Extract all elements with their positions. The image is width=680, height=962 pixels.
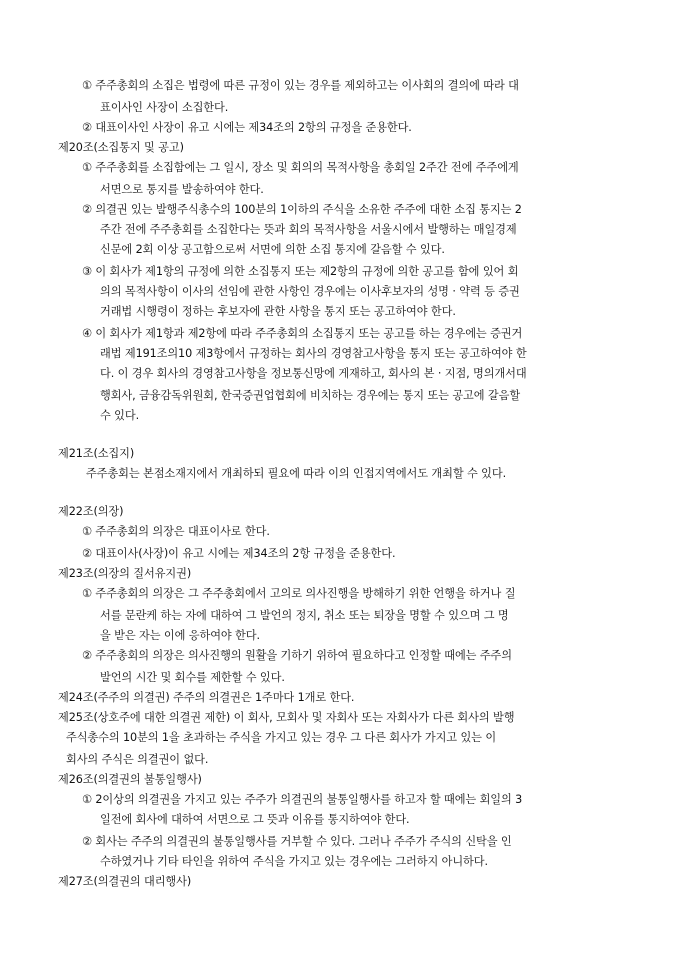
article-heading: 제26조(의결권의 불통일행사) [58,773,202,786]
text-line: ① 주주총회를 소집함에는 그 일시, 장소 및 회의의 목적사항을 총회일 2주간 전에 주주에게 [82,161,519,174]
text-line: ① 주주총회의 의장은 대표이사로 한다. [82,525,270,538]
text-line: 서면으로 통지를 발송하여야 한다. [100,183,264,196]
text-line: 다. 이 경우 회사의 경영참고사항을 정보통신망에 게재하고, 회사의 본 · 지점, 명의개서대 [100,367,527,380]
text-line: ① 주주총회의 소집은 법령에 따른 규정이 있는 경우를 제외하고는 이사회의 결의에 따라 대 [82,79,519,92]
article-heading: 제23조(의장의 질서유지권) [58,567,192,580]
text-line: 래법 제191조의10 제3항에서 규정하는 회사의 경영참고사항을 통지 또는 공고하여야 한 [100,347,527,360]
article-heading: 제25조(상호주에 대한 의결권 제한) 이 회사, 모회사 및 자회사 또는 자회사가 다른 회사의 발행 [58,711,515,724]
text-line: 을 받은 자는 이에 응하여야 한다. [100,629,260,642]
article-heading: 제24조(주주의 의결권) 주주의 의결권은 1주마다 1개로 한다. [58,691,355,704]
text-line: ② 의결권 있는 발행주식총수의 100분의 1이하의 주식을 소유한 주주에 대한 소집 통지는 2 [82,203,522,216]
text-line: 서를 문란케 하는 자에 대하여 그 발언의 정지, 취소 또는 퇴장을 명할 수 있으며 그 명 [100,609,509,622]
text-line: ② 대표이사인 사장이 유고 시에는 제34조의 2항의 규정을 준용한다. [82,121,412,134]
text-line: ④ 이 회사가 제1항과 제2항에 따라 주주총회의 소집통지 또는 공고를 하는 경우에는 증권거 [82,327,523,340]
text-line: ② 주주총회의 의장은 의사진행의 원활을 기하기 위하여 필요하다고 인정할 때에는 주주의 [82,649,512,662]
text-line: 주주총회는 본점소재지에서 개최하되 필요에 따라 이의 인접지역에서도 개최할 수 있다. [86,467,507,480]
text-line: 신문에 2회 이상 공고함으로써 서면에 의한 소집 통지에 갈음할 수 있다. [100,243,445,256]
text-line: ① 2이상의 의결권을 가지고 있는 주주가 의결권의 불통일행사를 하고자 할 때에는 회일의 3 [82,793,523,806]
text-line: 주간 전에 주주총회를 소집한다는 뜻과 회의 목적사항을 서울시에서 발행하는 매일경제 [100,223,517,236]
text-line: 표이사인 사장이 소집한다. [100,101,229,114]
text-line: ① 주주총회의 의장은 그 주주총회에서 고의로 의사진행을 방해하기 위한 언행을 하거나 질 [82,587,516,600]
text-line: 의의 목적사항이 이사의 선임에 관한 사항인 경우에는 이사후보자의 성명 · 약력 등 증권 [100,285,520,298]
text-line: 수 있다. [100,409,140,422]
text-line: 발언의 시간 및 회수를 제한할 수 있다. [100,671,285,684]
text-line: 수하였거나 기타 타인을 위하여 주식을 가지고 있는 경우에는 그러하지 아니하다. [100,855,488,868]
article-heading: 제27조(의결권의 대리행사) [58,875,192,888]
text-line: ② 회사는 주주의 의결권의 불통일행사를 거부할 수 있다. 그러나 주주가 주식의 신탁을 인 [82,835,512,848]
text-line: 행회사, 금융감독위원회, 한국증권업협회에 비치하는 경우에는 통지 또는 공고에 갈음할 [100,389,521,402]
article-heading: 제22조(의장) [58,505,124,518]
article-heading: 제20조(소집통지 및 공고) [58,141,184,154]
text-line: ② 대표이사(사장)이 유고 시에는 제34조의 2항 규정을 준용한다. [82,547,396,560]
text-line: 주식총수의 10분의 1을 초과하는 주식을 가지고 있는 경우 그 다른 회사가 가지고 있는 이 [66,731,497,744]
text-line: 일전에 회사에 대하여 서면으로 그 뜻과 이유를 통지하여야 한다. [100,813,410,826]
article-heading: 제21조(소집지) [58,447,135,460]
text-line: ③ 이 회사가 제1항의 규정에 의한 소집통지 또는 제2항의 규정에 의한 공고를 함에 있어 회 [82,265,519,278]
text-line: 거래법 시행령이 정하는 후보자에 관한 사항을 통지 또는 공고하여야 한다. [100,305,456,318]
text-line: 회사의 주식은 의결권이 없다. [66,753,209,766]
